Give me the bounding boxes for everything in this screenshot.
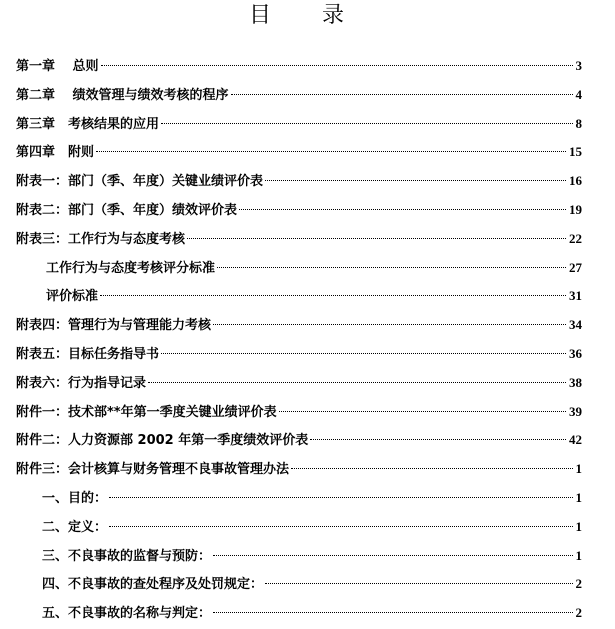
dot-leader	[265, 180, 566, 181]
dot-leader	[213, 612, 572, 613]
dot-leader	[109, 526, 572, 527]
dot-leader	[101, 65, 573, 66]
dot-leader	[279, 411, 566, 412]
toc-entry[interactable]	[16, 225, 582, 254]
toc-entry-label: 附件二：人力资源部 2002 年第一季度绩效评价表	[16, 433, 309, 449]
dot-leader	[217, 267, 566, 268]
dot-leader	[239, 209, 566, 210]
toc-entry-page: 2	[575, 605, 582, 621]
toc-entry-page: 34	[569, 317, 582, 333]
dot-leader	[213, 555, 572, 556]
page-title: 目 录	[249, 3, 366, 28]
toc-entry-page: 8	[575, 115, 582, 131]
toc-entry-label: 一、目的：	[42, 490, 108, 506]
toc-entry-page: 15	[569, 144, 582, 160]
toc-entry[interactable]	[16, 340, 582, 369]
toc-entry-page: 39	[569, 403, 582, 419]
toc-subentry[interactable]	[16, 282, 582, 311]
dot-leader	[265, 583, 572, 584]
toc-entry-page: 1	[575, 547, 582, 563]
dot-leader	[231, 94, 573, 95]
toc-entry-page: 16	[569, 173, 582, 189]
toc-entry-page: 1	[575, 518, 582, 534]
toc-entry[interactable]	[16, 167, 582, 196]
toc-entry-label: 四、不良事故的查处程序及处罚规定：	[42, 577, 264, 593]
toc-entry-label: 二、定义：	[42, 519, 108, 535]
dot-leader	[291, 468, 572, 469]
toc-subentry[interactable]	[16, 542, 582, 571]
toc-entry-page: 1	[575, 489, 582, 505]
dot-leader	[187, 238, 566, 239]
toc-entry-label: 附表二：部门（季、年度）绩效评价表	[16, 202, 238, 218]
toc-entry[interactable]	[16, 81, 582, 110]
toc-entry-page: 42	[569, 432, 582, 448]
toc-entry-label: 附表一：部门（季、年度）关键业绩评价表	[16, 174, 264, 190]
dot-leader	[161, 353, 566, 354]
toc-entry[interactable]	[16, 311, 582, 340]
toc-entry-label: 评价标准	[46, 289, 99, 305]
toc-entry-page: 38	[569, 374, 582, 390]
toc-entry-page: 1	[575, 461, 582, 477]
dot-leader	[148, 382, 566, 383]
toc-entry-label: 附表五：目标任务指导书	[16, 346, 160, 362]
dot-leader	[109, 497, 572, 498]
toc-entry[interactable]	[16, 52, 582, 81]
dot-leader	[310, 439, 566, 440]
toc-entry-label: 附件一：技术部**年第一季度关键业绩评价表	[16, 404, 277, 420]
table-of-contents	[16, 52, 582, 628]
toc-entry[interactable]	[16, 110, 582, 139]
toc-entry[interactable]	[16, 398, 582, 427]
toc-entry-page: 22	[569, 230, 582, 246]
toc-entry-label: 附表四：管理行为与管理能力考核	[16, 318, 212, 334]
toc-entry-label: 附件三：会计核算与财务管理不良事故管理办法	[16, 462, 290, 478]
toc-subentry[interactable]	[16, 513, 582, 542]
dot-leader	[96, 151, 566, 152]
toc-entry-label: 三、不良事故的监督与预防：	[42, 548, 212, 564]
toc-entry-page: 36	[569, 345, 582, 361]
toc-entry-page: 19	[569, 201, 582, 217]
toc-entry-label: 工作行为与态度考核评分标准	[46, 260, 216, 276]
toc-entry-label: 附表六：行为指导记录	[16, 375, 147, 391]
toc-entry-page: 2	[575, 576, 582, 592]
toc-entry-page: 3	[575, 58, 582, 73]
toc-entry-label: 第二章 绩效管理与绩效考核的程序	[16, 87, 229, 103]
toc-entry-label: 附表三：工作行为与态度考核	[16, 231, 186, 247]
toc-entry-label: 五、不良事故的名称与判定：	[42, 606, 212, 622]
toc-entry[interactable]	[16, 426, 582, 455]
toc-entry[interactable]	[16, 369, 582, 398]
toc-entry-label: 第四章 附则	[16, 145, 95, 161]
dot-leader	[161, 123, 572, 124]
toc-entry[interactable]	[16, 455, 582, 484]
toc-entry-label: 第三章 考核结果的应用	[16, 116, 160, 132]
toc-subentry[interactable]	[16, 254, 582, 283]
dot-leader	[100, 295, 566, 296]
toc-subentry[interactable]	[16, 570, 582, 599]
toc-entry-page: 4	[575, 86, 582, 102]
toc-entry[interactable]	[16, 138, 582, 167]
dot-leader	[213, 324, 566, 325]
toc-entry-label: 第一章 总则	[16, 59, 99, 74]
toc-entry[interactable]	[16, 196, 582, 225]
toc-entry-page: 27	[569, 259, 582, 275]
toc-subentry[interactable]	[16, 484, 582, 513]
toc-entry-page: 31	[569, 288, 582, 304]
